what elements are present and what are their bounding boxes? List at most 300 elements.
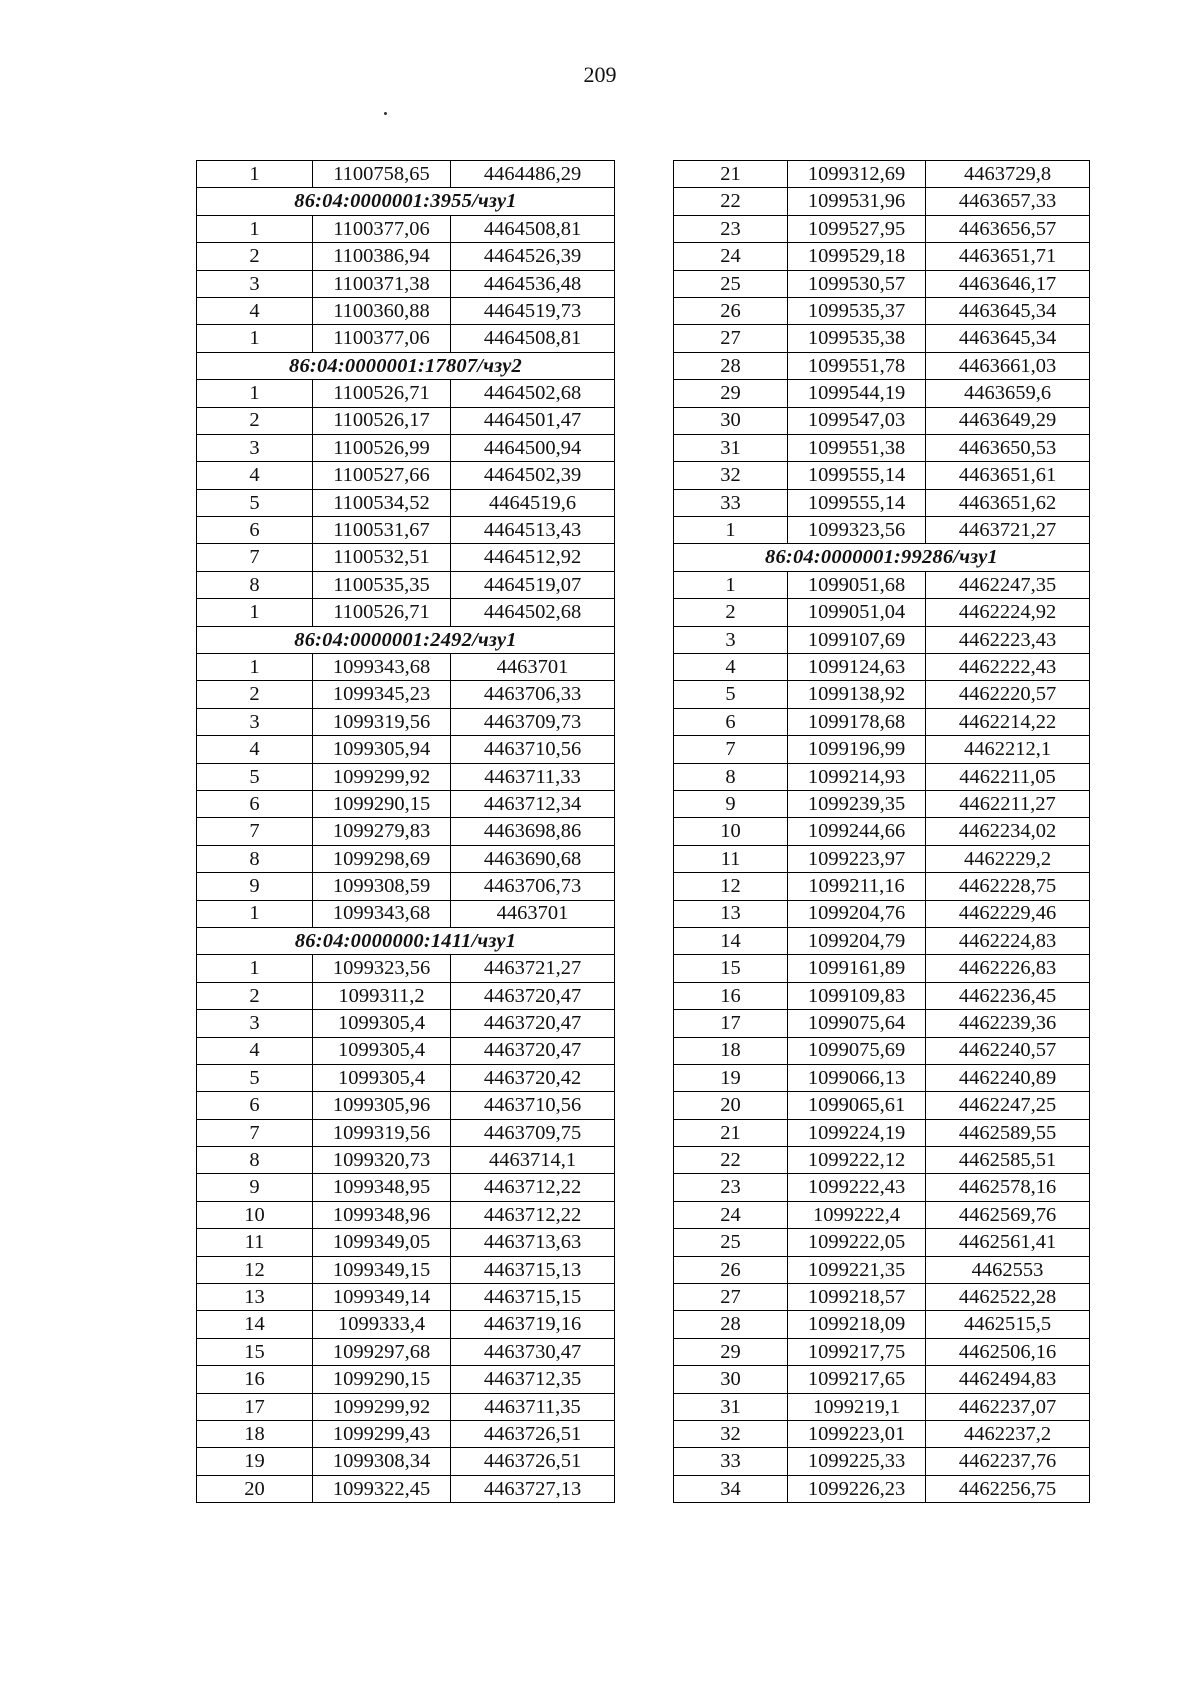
- x-coordinate: 1100386,94: [313, 243, 451, 270]
- table-row: [197, 1010, 615, 1037]
- y-coordinate: 4463719,16: [451, 1311, 615, 1338]
- x-coordinate: 1100534,52: [313, 489, 451, 516]
- y-coordinate: 4462569,76: [926, 1201, 1090, 1228]
- table-row: [674, 955, 1090, 982]
- table-row: [674, 380, 1090, 407]
- table-row: [197, 1092, 615, 1119]
- table-row: [197, 1064, 615, 1091]
- y-coordinate: 4462494,83: [926, 1366, 1090, 1393]
- point-number: 1: [197, 654, 313, 681]
- x-coordinate: 1099218,57: [788, 1284, 926, 1311]
- parcel-header-row: [197, 188, 615, 215]
- x-coordinate: 1099298,69: [313, 845, 451, 872]
- point-number: 8: [197, 571, 313, 598]
- table-row: [197, 1366, 615, 1393]
- point-number: 11: [197, 1229, 313, 1256]
- x-coordinate: 1100532,51: [313, 544, 451, 571]
- y-coordinate: 4463726,51: [451, 1420, 615, 1447]
- x-coordinate: 1099051,68: [788, 571, 926, 598]
- point-number: 4: [197, 462, 313, 489]
- y-coordinate: 4462237,07: [926, 1393, 1090, 1420]
- table-row: [674, 1448, 1090, 1475]
- point-number: 34: [674, 1475, 788, 1502]
- y-coordinate: 4463651,61: [926, 462, 1090, 489]
- table-row: [197, 1475, 615, 1502]
- y-coordinate: 4463712,22: [451, 1174, 615, 1201]
- y-coordinate: 4463721,27: [926, 517, 1090, 544]
- point-number: 1: [674, 571, 788, 598]
- x-coordinate: 1099320,73: [313, 1147, 451, 1174]
- table-row: [674, 818, 1090, 845]
- point-number: 4: [197, 736, 313, 763]
- point-number: 12: [674, 873, 788, 900]
- table-row: [674, 1064, 1090, 1091]
- point-number: 17: [197, 1393, 313, 1420]
- table-row: [674, 243, 1090, 270]
- y-coordinate: 4464502,68: [451, 599, 615, 626]
- point-number: 4: [674, 654, 788, 681]
- table-row: [674, 407, 1090, 434]
- point-number: 28: [674, 352, 788, 379]
- x-coordinate: 1100360,88: [313, 297, 451, 324]
- y-coordinate: 4462256,75: [926, 1475, 1090, 1502]
- y-coordinate: 4463712,34: [451, 790, 615, 817]
- y-coordinate: 4462222,43: [926, 654, 1090, 681]
- x-coordinate: 1099204,76: [788, 900, 926, 927]
- point-number: 2: [197, 243, 313, 270]
- parcel-header-row: [197, 626, 615, 653]
- x-coordinate: 1100526,71: [313, 599, 451, 626]
- y-coordinate: 4463720,47: [451, 982, 615, 1009]
- y-coordinate: 4463710,56: [451, 1092, 615, 1119]
- table-row: [674, 1147, 1090, 1174]
- parcel-header-row: [197, 927, 615, 954]
- y-coordinate: 4463720,42: [451, 1064, 615, 1091]
- x-coordinate: 1099299,43: [313, 1420, 451, 1447]
- table-row: [674, 927, 1090, 954]
- table-row: [197, 1201, 615, 1228]
- point-number: 23: [674, 1174, 788, 1201]
- y-coordinate: 4462226,83: [926, 955, 1090, 982]
- y-coordinate: 4463713,63: [451, 1229, 615, 1256]
- table-row: [674, 517, 1090, 544]
- x-coordinate: 1099551,38: [788, 434, 926, 461]
- table-row: [674, 599, 1090, 626]
- table-row: [674, 1393, 1090, 1420]
- point-number: 1: [674, 517, 788, 544]
- y-coordinate: 4462224,83: [926, 927, 1090, 954]
- table-row: [197, 544, 615, 571]
- table-row: [197, 325, 615, 352]
- point-number: 4: [197, 1037, 313, 1064]
- x-coordinate: 1099323,56: [788, 517, 926, 544]
- table-row: [674, 462, 1090, 489]
- y-coordinate: 4463657,33: [926, 188, 1090, 215]
- table-row: [197, 1174, 615, 1201]
- y-coordinate: 4462239,36: [926, 1010, 1090, 1037]
- x-coordinate: 1099348,95: [313, 1174, 451, 1201]
- x-coordinate: 1099178,68: [788, 708, 926, 735]
- point-number: 10: [674, 818, 788, 845]
- point-number: 3: [197, 270, 313, 297]
- y-coordinate: 4462236,45: [926, 982, 1090, 1009]
- table-row: [197, 763, 615, 790]
- table-row: [674, 571, 1090, 598]
- table-row: [674, 1475, 1090, 1502]
- point-number: 11: [674, 845, 788, 872]
- y-coordinate: 4462211,05: [926, 763, 1090, 790]
- table-row: [674, 1037, 1090, 1064]
- table-row: [197, 1393, 615, 1420]
- x-coordinate: 1100535,35: [313, 571, 451, 598]
- table-row: [674, 1256, 1090, 1283]
- y-coordinate: 4462223,43: [926, 626, 1090, 653]
- x-coordinate: 1099544,19: [788, 380, 926, 407]
- x-coordinate: 1099065,61: [788, 1092, 926, 1119]
- x-coordinate: 1099221,35: [788, 1256, 926, 1283]
- table-row: [674, 845, 1090, 872]
- x-coordinate: 1099311,2: [313, 982, 451, 1009]
- point-number: 6: [197, 790, 313, 817]
- x-coordinate: 1099299,92: [313, 1393, 451, 1420]
- x-coordinate: 1099051,04: [788, 599, 926, 626]
- table-row: [197, 1119, 615, 1146]
- point-number: 1: [197, 380, 313, 407]
- table-row: [197, 1037, 615, 1064]
- y-coordinate: 4462229,46: [926, 900, 1090, 927]
- y-coordinate: 4463706,33: [451, 681, 615, 708]
- y-coordinate: 4463720,47: [451, 1037, 615, 1064]
- y-coordinate: 4463711,35: [451, 1393, 615, 1420]
- x-coordinate: 1099349,14: [313, 1284, 451, 1311]
- table-row: [674, 352, 1090, 379]
- x-coordinate: 1099349,05: [313, 1229, 451, 1256]
- table-row: [674, 270, 1090, 297]
- point-number: 4: [197, 297, 313, 324]
- x-coordinate: 1099075,64: [788, 1010, 926, 1037]
- table-row: [674, 900, 1090, 927]
- coordinates-table-left: [196, 160, 615, 1503]
- table-row: [197, 1448, 615, 1475]
- y-coordinate: 4462211,27: [926, 790, 1090, 817]
- y-coordinate: 4463645,34: [926, 325, 1090, 352]
- x-coordinate: 1099297,68: [313, 1338, 451, 1365]
- table-row: [197, 1284, 615, 1311]
- y-coordinate: 4462247,35: [926, 571, 1090, 598]
- x-coordinate: 1100377,06: [313, 215, 451, 242]
- y-coordinate: 4463701: [451, 654, 615, 681]
- point-number: 32: [674, 462, 788, 489]
- point-number: 24: [674, 243, 788, 270]
- x-coordinate: 1099305,4: [313, 1037, 451, 1064]
- x-coordinate: 1099226,23: [788, 1475, 926, 1502]
- y-coordinate: 4463710,56: [451, 736, 615, 763]
- table-row: [674, 654, 1090, 681]
- x-coordinate: 1099343,68: [313, 900, 451, 927]
- parcel-id: 86:04:0000001:3955/чзу1: [197, 188, 615, 215]
- parcel-id: 86:04:0000001:99286/чзу1: [674, 544, 1090, 571]
- x-coordinate: 1100377,06: [313, 325, 451, 352]
- table-row: [197, 161, 615, 188]
- y-coordinate: 4462561,41: [926, 1229, 1090, 1256]
- y-coordinate: 4463714,1: [451, 1147, 615, 1174]
- x-coordinate: 1100527,66: [313, 462, 451, 489]
- y-coordinate: 4463650,53: [926, 434, 1090, 461]
- table-row: [674, 626, 1090, 653]
- table-row: [197, 599, 615, 626]
- table-row: [674, 161, 1090, 188]
- x-coordinate: 1099196,99: [788, 736, 926, 763]
- table-row: [674, 681, 1090, 708]
- point-number: 15: [674, 955, 788, 982]
- table-row: [674, 763, 1090, 790]
- point-number: 8: [674, 763, 788, 790]
- point-number: 20: [197, 1475, 313, 1502]
- y-coordinate: 4463706,73: [451, 873, 615, 900]
- y-coordinate: 4464508,81: [451, 325, 615, 352]
- y-coordinate: 4462553: [926, 1256, 1090, 1283]
- point-number: 29: [674, 1338, 788, 1365]
- y-coordinate: 4464502,39: [451, 462, 615, 489]
- table-row: [674, 1420, 1090, 1447]
- point-number: 12: [197, 1256, 313, 1283]
- y-coordinate: 4464500,94: [451, 434, 615, 461]
- point-number: 1: [197, 161, 313, 188]
- y-coordinate: 4464526,39: [451, 243, 615, 270]
- point-number: 33: [674, 1448, 788, 1475]
- table-row: [197, 489, 615, 516]
- y-coordinate: 4463698,86: [451, 818, 615, 845]
- table-row: [197, 434, 615, 461]
- x-coordinate: 1100526,17: [313, 407, 451, 434]
- point-number: 8: [197, 1147, 313, 1174]
- y-coordinate: 4462228,75: [926, 873, 1090, 900]
- y-coordinate: 4462234,02: [926, 818, 1090, 845]
- table-row: [197, 380, 615, 407]
- point-number: 9: [674, 790, 788, 817]
- x-coordinate: 1099075,69: [788, 1037, 926, 1064]
- point-number: 30: [674, 407, 788, 434]
- table-row: [197, 681, 615, 708]
- table-row: [674, 434, 1090, 461]
- parcel-id: 86:04:0000001:2492/чзу1: [197, 626, 615, 653]
- y-coordinate: 4462240,57: [926, 1037, 1090, 1064]
- y-coordinate: 4464519,6: [451, 489, 615, 516]
- table-row: [674, 1311, 1090, 1338]
- x-coordinate: 1099555,14: [788, 489, 926, 516]
- x-coordinate: 1099319,56: [313, 708, 451, 735]
- point-number: 27: [674, 325, 788, 352]
- x-coordinate: 1099323,56: [313, 955, 451, 982]
- y-coordinate: 4463651,71: [926, 243, 1090, 270]
- x-coordinate: 1099547,03: [788, 407, 926, 434]
- point-number: 15: [197, 1338, 313, 1365]
- parcel-header-row: [674, 544, 1090, 571]
- y-coordinate: 4462506,16: [926, 1338, 1090, 1365]
- x-coordinate: 1099244,66: [788, 818, 926, 845]
- y-coordinate: 4463661,03: [926, 352, 1090, 379]
- point-number: 31: [674, 434, 788, 461]
- table-row: [197, 955, 615, 982]
- table-row: [197, 845, 615, 872]
- table-row: [197, 1420, 615, 1447]
- x-coordinate: 1099217,75: [788, 1338, 926, 1365]
- point-number: 7: [674, 736, 788, 763]
- y-coordinate: 4463649,29: [926, 407, 1090, 434]
- table-row: [674, 188, 1090, 215]
- x-coordinate: 1099223,01: [788, 1420, 926, 1447]
- x-coordinate: 1099319,56: [313, 1119, 451, 1146]
- y-coordinate: 4462589,55: [926, 1119, 1090, 1146]
- point-number: 1: [197, 215, 313, 242]
- x-coordinate: 1100531,67: [313, 517, 451, 544]
- x-coordinate: 1100526,71: [313, 380, 451, 407]
- x-coordinate: 1099224,19: [788, 1119, 926, 1146]
- x-coordinate: 1099349,15: [313, 1256, 451, 1283]
- x-coordinate: 1100371,38: [313, 270, 451, 297]
- point-number: 2: [197, 681, 313, 708]
- y-coordinate: 4463651,62: [926, 489, 1090, 516]
- y-coordinate: 4464501,47: [451, 407, 615, 434]
- x-coordinate: 1099239,35: [788, 790, 926, 817]
- x-coordinate: 1099223,97: [788, 845, 926, 872]
- y-coordinate: 4463709,75: [451, 1119, 615, 1146]
- x-coordinate: 1099222,05: [788, 1229, 926, 1256]
- table-row: [674, 982, 1090, 1009]
- y-coordinate: 4464519,73: [451, 297, 615, 324]
- y-coordinate: 4463656,57: [926, 215, 1090, 242]
- x-coordinate: 1099204,79: [788, 927, 926, 954]
- point-number: 3: [197, 708, 313, 735]
- x-coordinate: 1099299,92: [313, 763, 451, 790]
- point-number: 1: [197, 900, 313, 927]
- table-row: [674, 1338, 1090, 1365]
- point-number: 7: [197, 818, 313, 845]
- x-coordinate: 1099066,13: [788, 1064, 926, 1091]
- point-number: 19: [674, 1064, 788, 1091]
- point-number: 13: [674, 900, 788, 927]
- y-coordinate: 4462237,2: [926, 1420, 1090, 1447]
- x-coordinate: 1099222,4: [788, 1201, 926, 1228]
- point-number: 25: [674, 1229, 788, 1256]
- y-coordinate: 4462214,22: [926, 708, 1090, 735]
- y-coordinate: 4463721,27: [451, 955, 615, 982]
- y-coordinate: 4462212,1: [926, 736, 1090, 763]
- point-number: 23: [674, 215, 788, 242]
- y-coordinate: 4464536,48: [451, 270, 615, 297]
- x-coordinate: 1099161,89: [788, 955, 926, 982]
- point-number: 16: [674, 982, 788, 1009]
- point-number: 21: [674, 1119, 788, 1146]
- table-row: [197, 270, 615, 297]
- point-number: 9: [197, 873, 313, 900]
- point-number: 14: [674, 927, 788, 954]
- y-coordinate: 4462224,92: [926, 599, 1090, 626]
- point-number: 17: [674, 1010, 788, 1037]
- x-coordinate: 1099308,34: [313, 1448, 451, 1475]
- x-coordinate: 1099138,92: [788, 681, 926, 708]
- point-number: 3: [674, 626, 788, 653]
- table-row: [197, 243, 615, 270]
- point-number: 2: [674, 599, 788, 626]
- x-coordinate: 1099290,15: [313, 1366, 451, 1393]
- y-coordinate: 4463730,47: [451, 1338, 615, 1365]
- table-row: [674, 215, 1090, 242]
- point-number: 1: [197, 599, 313, 626]
- table-row: [197, 297, 615, 324]
- table-row: [674, 297, 1090, 324]
- y-coordinate: 4463659,6: [926, 380, 1090, 407]
- point-number: 32: [674, 1420, 788, 1447]
- point-number: 8: [197, 845, 313, 872]
- y-coordinate: 4463720,47: [451, 1010, 615, 1037]
- point-number: 6: [197, 1092, 313, 1119]
- x-coordinate: 1099219,1: [788, 1393, 926, 1420]
- y-coordinate: 4463712,22: [451, 1201, 615, 1228]
- y-coordinate: 4462515,5: [926, 1311, 1090, 1338]
- point-number: 1: [197, 955, 313, 982]
- page-number: 209: [583, 62, 617, 87]
- x-coordinate: 1099305,4: [313, 1064, 451, 1091]
- point-number: 2: [197, 407, 313, 434]
- x-coordinate: 1099225,33: [788, 1448, 926, 1475]
- y-coordinate: 4463729,8: [926, 161, 1090, 188]
- y-coordinate: 4464519,07: [451, 571, 615, 598]
- point-number: 22: [674, 1147, 788, 1174]
- x-coordinate: 1099529,18: [788, 243, 926, 270]
- x-coordinate: 1099109,83: [788, 982, 926, 1009]
- table-row: [197, 982, 615, 1009]
- point-number: 10: [197, 1201, 313, 1228]
- x-coordinate: 1099308,59: [313, 873, 451, 900]
- y-coordinate: 4463711,33: [451, 763, 615, 790]
- point-number: 1: [197, 325, 313, 352]
- table-row: [674, 1174, 1090, 1201]
- x-coordinate: 1099551,78: [788, 352, 926, 379]
- y-coordinate: 4463645,34: [926, 297, 1090, 324]
- parcel-id: 86:04:0000001:17807/чзу2: [197, 352, 615, 379]
- point-number: 26: [674, 1256, 788, 1283]
- point-number: 29: [674, 380, 788, 407]
- point-number: 14: [197, 1311, 313, 1338]
- point-number: 30: [674, 1366, 788, 1393]
- x-coordinate: 1099312,69: [788, 161, 926, 188]
- point-number: 18: [197, 1420, 313, 1447]
- table-row: [674, 708, 1090, 735]
- point-number: 7: [197, 1119, 313, 1146]
- y-coordinate: 4462578,16: [926, 1174, 1090, 1201]
- point-number: 3: [197, 434, 313, 461]
- x-coordinate: 1099222,43: [788, 1174, 926, 1201]
- point-number: 5: [197, 763, 313, 790]
- point-number: 13: [197, 1284, 313, 1311]
- point-number: 25: [674, 270, 788, 297]
- table-row: [674, 325, 1090, 352]
- x-coordinate: 1099107,69: [788, 626, 926, 653]
- parcel-header-row: [197, 352, 615, 379]
- table-row: [197, 215, 615, 242]
- point-number: 33: [674, 489, 788, 516]
- point-number: 2: [197, 982, 313, 1009]
- x-coordinate: 1099345,23: [313, 681, 451, 708]
- point-number: 24: [674, 1201, 788, 1228]
- point-number: 26: [674, 297, 788, 324]
- x-coordinate: 1099527,95: [788, 215, 926, 242]
- table-row: [674, 1092, 1090, 1119]
- table-row: [197, 571, 615, 598]
- table-row: [674, 1284, 1090, 1311]
- table-row: [197, 517, 615, 544]
